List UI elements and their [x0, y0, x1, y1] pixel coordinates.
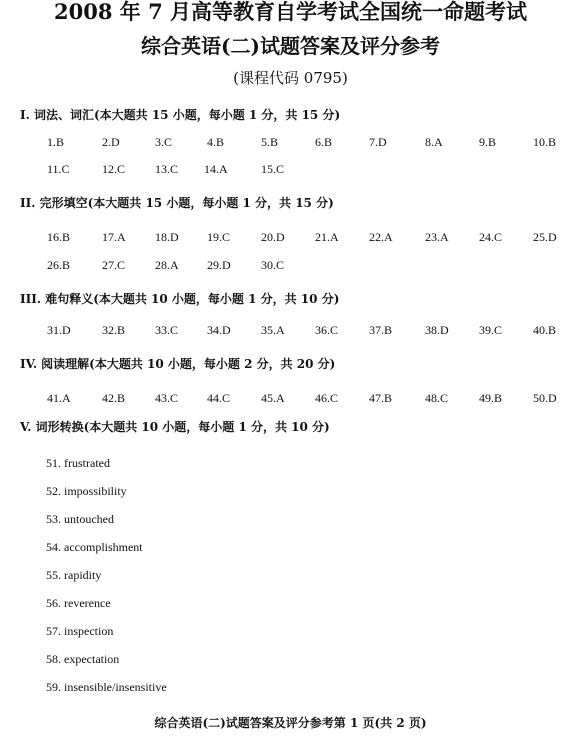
answer-48: 48.C: [425, 391, 449, 405]
answer-17: 17.A: [102, 230, 126, 244]
answer-6: 6.B: [315, 135, 333, 149]
section-4-heading: IV. 阅读理解(本大题共 10 小题，每小题 2 分，共 20 分): [20, 357, 336, 371]
answer-50: 50.D: [533, 391, 557, 405]
answer-20: 20.D: [261, 230, 285, 244]
answer-24: 24.C: [479, 230, 503, 244]
answer-23: 23.A: [425, 230, 449, 244]
answer-4: 4.B: [207, 135, 225, 149]
word-form-item-54: 54. accomplishment: [46, 540, 143, 554]
answer-13: 13.C: [155, 162, 179, 176]
answer-10: 10.B: [533, 135, 557, 149]
word-form-item-55: 55. rapidity: [46, 568, 102, 582]
word-form-item-52: 52. impossibility: [46, 484, 127, 498]
word-form-item-53: 53. untouched: [46, 512, 114, 526]
word-form-item-58: 58. expectation: [46, 652, 120, 666]
answer-28: 28.A: [155, 258, 179, 272]
course-code: (课程代码 0795): [233, 69, 348, 87]
answer-30: 30.C: [261, 258, 285, 272]
answer-32: 32.B: [102, 323, 126, 337]
answer-21: 21.A: [315, 230, 339, 244]
answer-49: 49.B: [479, 391, 503, 405]
answer-8: 8.A: [425, 135, 443, 149]
document-subtitle: 综合英语(二)试题答案及评分参考: [141, 34, 440, 58]
section-1-row-2: [0, 160, 581, 178]
answer-47: 47.B: [369, 391, 393, 405]
answer-9: 9.B: [479, 135, 497, 149]
answer-40: 40.B: [533, 323, 557, 337]
answer-39: 39.C: [479, 323, 503, 337]
answer-29: 29.D: [207, 258, 231, 272]
answer-18: 18.D: [155, 230, 179, 244]
answer-46: 46.C: [315, 391, 339, 405]
answer-11: 11.C: [47, 162, 70, 176]
answer-31: 31.D: [47, 323, 71, 337]
answer-12: 12.C: [102, 162, 126, 176]
answer-22: 22.A: [369, 230, 393, 244]
section-3-row-1: [0, 321, 581, 339]
answer-36: 36.C: [315, 323, 339, 337]
word-form-item-57: 57. inspection: [46, 624, 114, 638]
answer-33: 33.C: [155, 323, 179, 337]
word-form-item-56: 56. reverence: [46, 596, 111, 610]
answer-41: 41.A: [47, 391, 71, 405]
answer-2: 2.D: [102, 135, 120, 149]
answer-44: 44.C: [207, 391, 231, 405]
answer-26: 26.B: [47, 258, 71, 272]
answer-7: 7.D: [369, 135, 387, 149]
answer-34: 34.D: [207, 323, 231, 337]
exam-title: 2008 年 7 月高等教育自学考试全国统一命题考试: [54, 0, 527, 24]
page-footer: 综合英语(二)试题答案及评分参考第 1 页(共 2 页): [154, 716, 427, 730]
answer-3: 3.C: [155, 135, 173, 149]
word-form-item-59: 59. insensible/insensitive: [46, 680, 167, 694]
answer-42: 42.B: [102, 391, 126, 405]
answer-14: 14.A: [204, 162, 228, 176]
answer-1: 1.B: [47, 135, 65, 149]
section-2-row-1: [0, 228, 581, 246]
answer-45: 45.A: [261, 391, 285, 405]
answer-19: 19.C: [207, 230, 231, 244]
section-4-row-1: [0, 389, 581, 407]
word-form-item-51: 51. frustrated: [46, 456, 110, 470]
answer-37: 37.B: [369, 323, 393, 337]
answer-38: 38.D: [425, 323, 449, 337]
section-2-row-2: [0, 256, 581, 274]
answer-43: 43.C: [155, 391, 179, 405]
answer-25: 25.D: [533, 230, 557, 244]
section-5-heading: V. 词形转换(本大题共 10 小题，每小题 1 分，共 10 分): [20, 420, 330, 434]
answer-15: 15.C: [261, 162, 285, 176]
section-1-heading: I. 词法、词汇(本大题共 15 小题，每小题 1 分，共 15 分): [20, 108, 341, 122]
section-3-heading: III. 难句释义(本大题共 10 小题，每小题 1 分，共 10 分): [20, 292, 340, 306]
answer-27: 27.C: [102, 258, 126, 272]
answer-16: 16.B: [47, 230, 71, 244]
answer-35: 35.A: [261, 323, 285, 337]
section-2-heading: II. 完形填空(本大题共 15 小题，每小题 1 分，共 15 分): [20, 196, 334, 210]
section-1-row-1: [0, 133, 581, 151]
answer-5: 5.B: [261, 135, 279, 149]
